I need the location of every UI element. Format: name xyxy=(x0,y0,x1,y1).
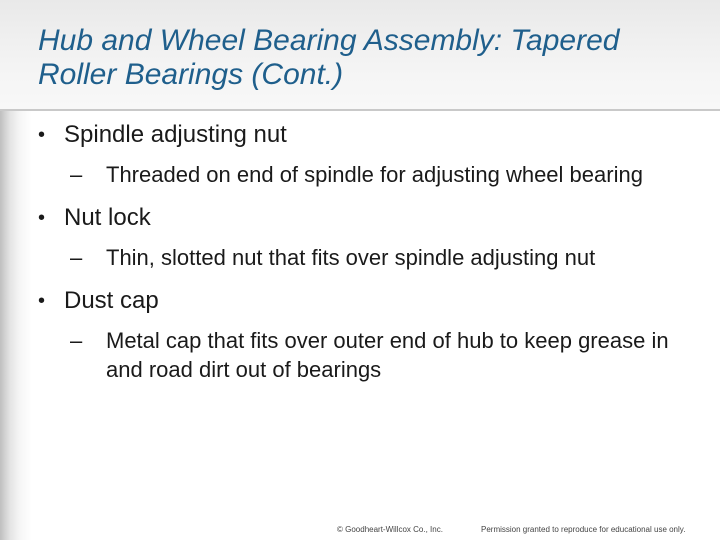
bullet-text: Spindle adjusting nut xyxy=(64,121,287,148)
bullet-item xyxy=(38,120,698,150)
bullet-text: Dust cap xyxy=(64,287,159,314)
sub-bullet-text: Metal cap that fits over outer end of hub to keep grease in and road dirt out of bearings xyxy=(106,328,669,382)
sub-bullet-text: Threaded on end of spindle for adjusting wheel bearing xyxy=(106,162,643,187)
bullet-item xyxy=(38,286,698,316)
sub-bullet-item xyxy=(50,326,698,384)
bullet-marker: • xyxy=(38,207,46,229)
sub-bullet-text: Thin, slotted nut that fits over spindle adjusting nut xyxy=(106,245,596,270)
bullet-text: Nut lock xyxy=(64,204,151,231)
sub-bullet-marker: – xyxy=(70,328,83,353)
sub-bullet-marker: – xyxy=(70,245,83,270)
copyright-notice: © Goodheart-Willcox Co., Inc. xyxy=(337,525,443,534)
slide-title: Hub and Wheel Bearing Assembly: Tapered Roller Bearings (Cont.) xyxy=(38,24,620,91)
slide-footer xyxy=(0,522,720,538)
permission-notice: Permission granted to reproduce for educational use only. xyxy=(481,525,686,534)
bullet-marker: • xyxy=(38,124,46,146)
sub-bullet-item xyxy=(50,243,698,272)
sub-bullet-marker: – xyxy=(70,162,83,187)
bullet-marker: • xyxy=(38,290,46,312)
title-divider xyxy=(0,109,720,111)
slide-content xyxy=(38,120,698,398)
sub-bullet-item xyxy=(50,160,698,189)
bullet-item xyxy=(38,203,698,233)
